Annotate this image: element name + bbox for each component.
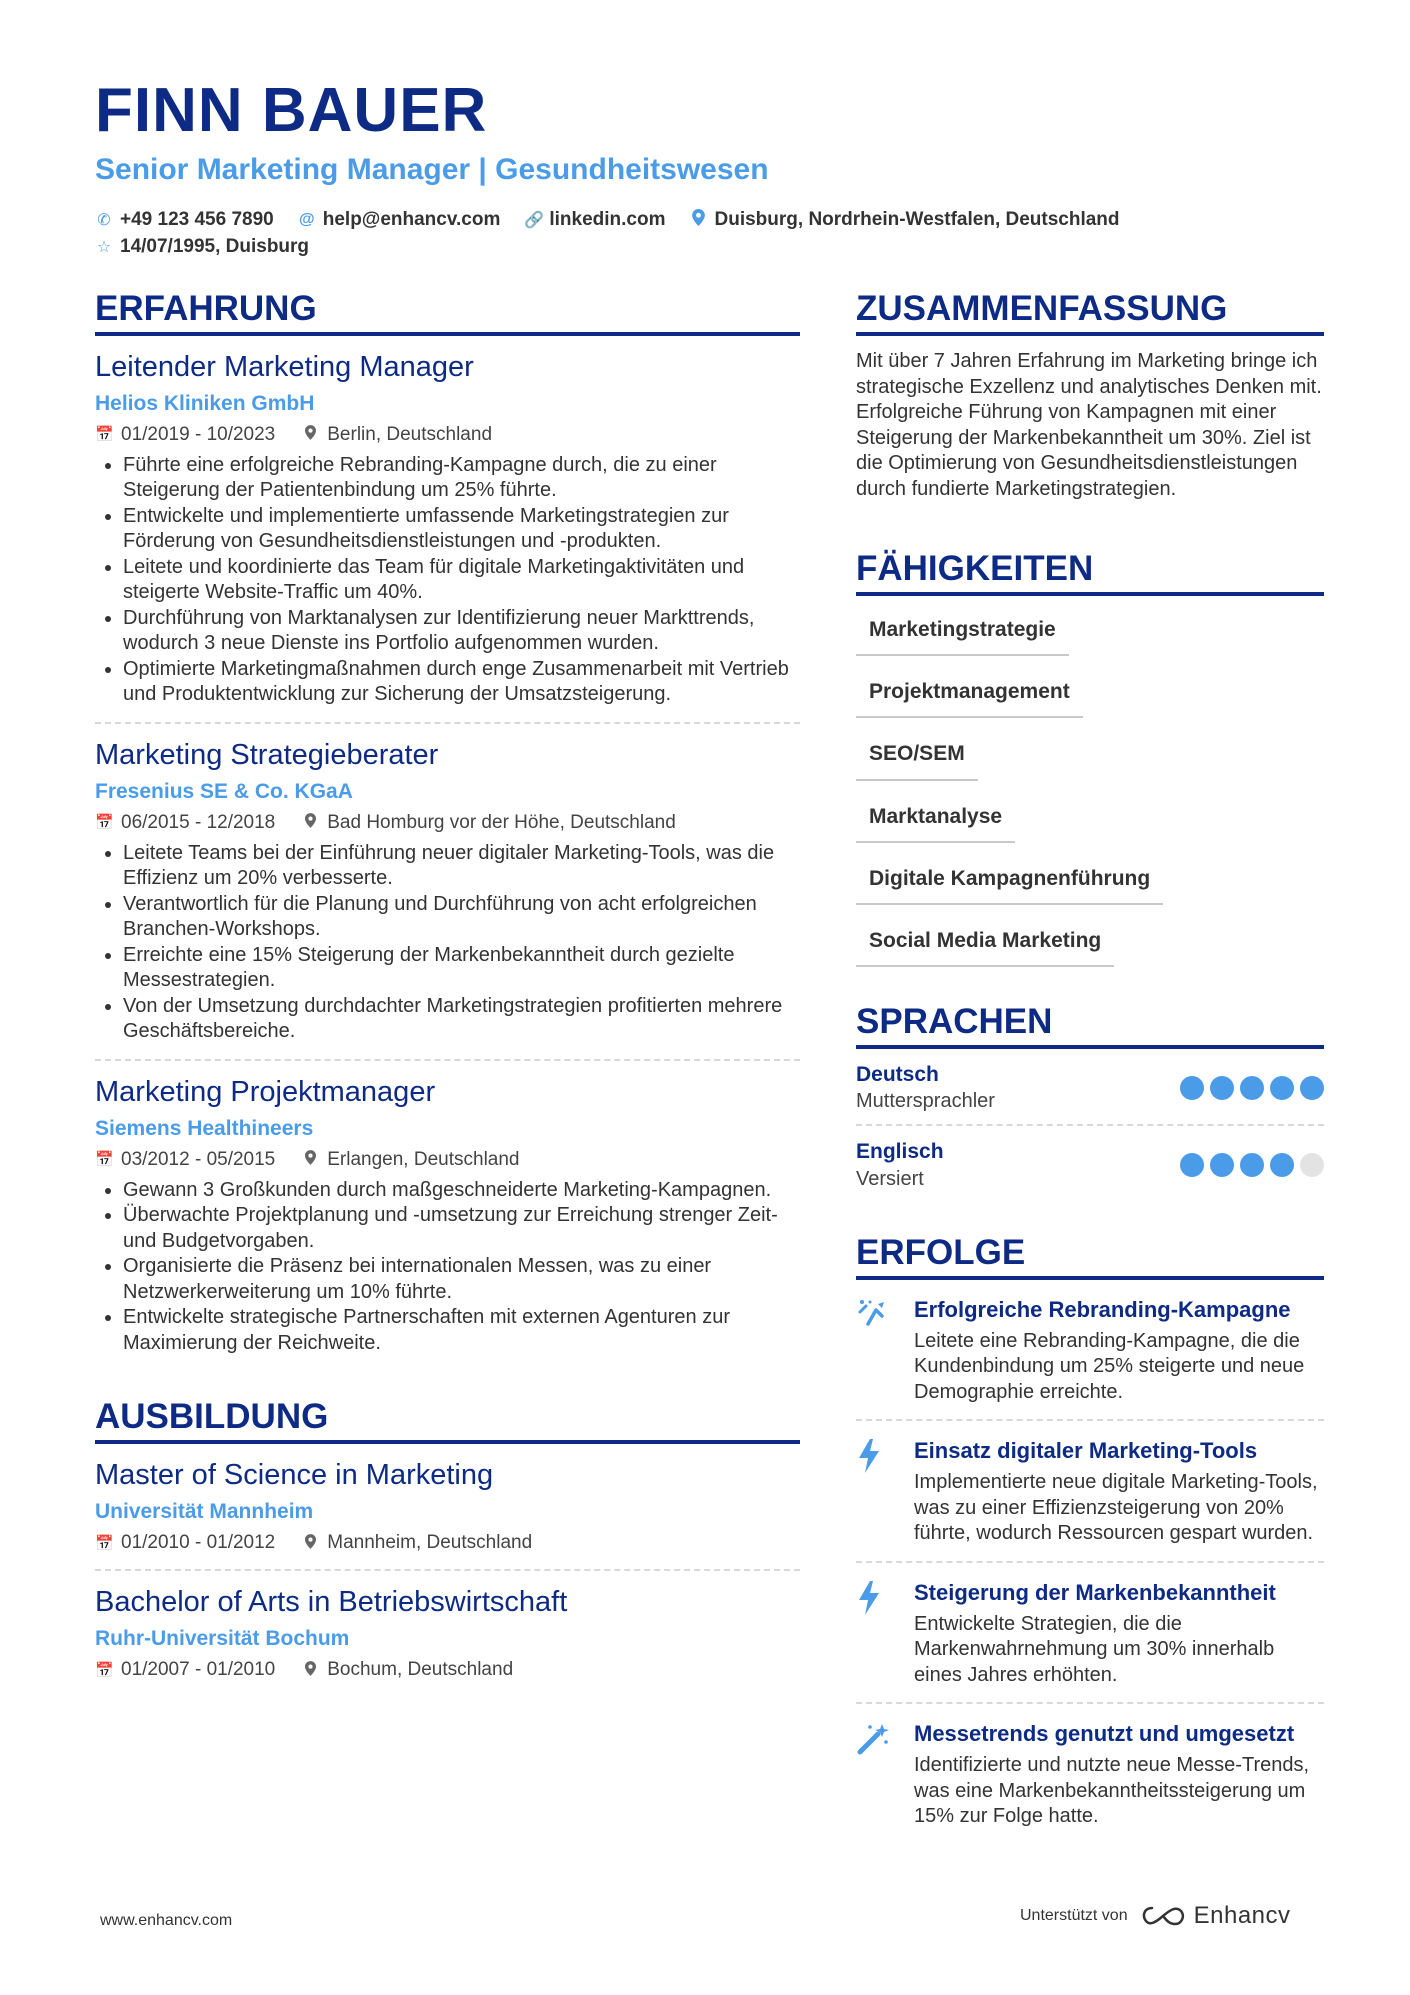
bullet-item: • Führte eine erfolgreiche Rebranding-Kampagne durch, die zu einer Steigerung der Patientenbindung um 25% führte. — [123, 453, 800, 504]
bullet-item: • Organisierte die Präsenz bei internationalen Messen, was zu einer Netzwerkerweiterung um 10% führte. — [123, 1254, 800, 1305]
location-pin-icon — [301, 813, 319, 833]
location-pin-icon — [301, 1150, 319, 1170]
summary-title: ZUSAMMENFASSUNG — [856, 288, 1324, 336]
language-name: Englisch — [856, 1140, 944, 1164]
location-pin-icon — [301, 1661, 319, 1681]
link-icon: 🔗 — [524, 211, 545, 229]
language-item — [856, 1126, 1324, 1201]
education-meta: 📅 01/2010 - 01/2012 Mannheim, Deutschland — [95, 1532, 533, 1554]
experience-title: ERFAHRUNG — [95, 288, 800, 336]
star-icon: ☆ — [96, 238, 112, 256]
job-meta: 📅 01/2019 - 10/2023 Berlin, Deutschland — [95, 424, 493, 446]
rating-dot-filled — [1210, 1153, 1234, 1177]
bullet-item: • Durchführung von Marktanalysen zur Identifizierung neuer Markttrends, wodurch 3 neue Dienste ins Portfolio aufgenommen wurden. — [123, 606, 800, 657]
job-company: Fresenius SE & Co. KGaA — [95, 779, 353, 803]
bullet-item: • Entwickelte und implementierte umfassende Marketingstrategien zur Förderung von Gesundheitsdienstleistungen und -produkten. — [123, 504, 800, 555]
footer-brand[interactable] — [1020, 1902, 1291, 1930]
language-name: Deutsch — [856, 1063, 939, 1087]
at-icon: @ — [298, 210, 315, 228]
calendar-icon: 📅 — [95, 1661, 114, 1679]
skills-title: FÄHIGKEITEN — [856, 548, 1324, 596]
education-title: AUSBILDUNG — [95, 1396, 800, 1444]
contact-email[interactable]: @ help@enhancv.com — [298, 208, 501, 230]
location-pin-icon — [301, 425, 319, 445]
experience-entry — [95, 724, 800, 1061]
enhancv-logo-icon — [1140, 1904, 1186, 1928]
contact-linkedin[interactable]: 🔗 linkedin.com — [524, 208, 666, 230]
location-pin-icon — [301, 1534, 319, 1554]
calendar-icon: 📅 — [95, 1151, 114, 1169]
skill-tag: Marketingstrategie — [856, 608, 1069, 656]
calendar-icon: 📅 — [95, 426, 114, 444]
contact-info — [95, 206, 1355, 260]
achievement-item — [856, 1421, 1324, 1561]
bolt-icon — [856, 1437, 914, 1547]
bullet-item: • Gewann 3 Großkunden durch maßgeschneiderte Marketing-Kampagnen. — [123, 1178, 800, 1204]
brand-name: Enhancv — [1193, 1902, 1291, 1929]
phone-icon: ✆ — [97, 211, 111, 229]
rating-dot-filled — [1180, 1153, 1204, 1177]
rating-dot-filled — [1240, 1076, 1264, 1100]
job-meta: 📅 06/2015 - 12/2018 Bad Homburg vor der Höhe, Deutschland — [95, 811, 676, 833]
job-role: Leitender Marketing Manager — [95, 351, 474, 383]
bullet-item: • Entwickelte strategische Partnerschaften mit externen Agenturen zur Maximierung der Reichweite. — [123, 1305, 800, 1356]
skill-tag: SEO/SEM — [856, 732, 978, 780]
job-meta: 📅 03/2012 - 05/2015 Erlangen, Deutschland — [95, 1148, 520, 1170]
experience-entry — [95, 1061, 800, 1356]
achievement-title: Messetrends genutzt und umgesetzt — [914, 1721, 1295, 1747]
education-meta: 📅 01/2007 - 01/2010 Bochum, Deutschland — [95, 1659, 514, 1681]
achievement-item — [856, 1704, 1324, 1844]
bullet-item: • Verantwortlich für die Planung und Durchführung von acht erfolgreichen Branchen-Workshops. — [123, 892, 800, 943]
achievement-desc: Leitete eine Rebranding-Kampagne, die die Kundenbindung um 25% steigerte und neue Demographie erreichte. — [914, 1329, 1305, 1403]
achievement-title: Steigerung der Markenbekanntheit — [914, 1579, 1276, 1605]
bullet-item: • Erreichte eine 15% Steigerung der Markenbekanntheit durch gezielte Messestrategien. — [123, 943, 800, 994]
left-column — [95, 288, 800, 1682]
candidate-headline: Senior Marketing Manager | Gesundheitswesen — [95, 153, 769, 186]
bullet-item: • Von der Umsetzung durchdachter Marketingstrategien profitierten mehrere Geschäftsbereiche. — [123, 994, 800, 1045]
skill-tag: Marktanalyse — [856, 795, 1015, 843]
achievement-item — [856, 1280, 1324, 1420]
job-bullets — [95, 1178, 800, 1357]
achievement-desc: Entwickelte Strategien, die die Markenwahrnehmung um 30% innerhalb eines Jahres erhöhten. — [914, 1612, 1275, 1686]
footer-website[interactable]: www.enhancv.com — [100, 1912, 233, 1929]
contact-birth: ☆ 14/07/1995, Duisburg — [96, 235, 310, 257]
achievement-title: Erfolgreiche Rebranding-Kampagne — [914, 1296, 1291, 1322]
experience-entry — [95, 336, 800, 724]
job-bullets — [95, 453, 800, 708]
skill-tag: Digitale Kampagnenführung — [856, 857, 1163, 905]
rating-dot-empty — [1300, 1153, 1324, 1177]
job-company: Siemens Healthineers — [95, 1116, 314, 1140]
bullet-item: • Überwachte Projektplanung und -umsetzung zur Erreichung strenger Zeit- und Budgetvorgaben. — [123, 1203, 800, 1254]
achievements-title: ERFOLGE — [856, 1232, 1324, 1280]
languages-title: SPRACHEN — [856, 1001, 1324, 1049]
job-bullets — [95, 841, 800, 1045]
contact-location: Duisburg, Nordrhein-Westfalen, Deutschland — [690, 209, 1120, 231]
education-entry — [95, 1571, 800, 1682]
language-item — [856, 1049, 1324, 1124]
skill-tag: Projektmanagement — [856, 670, 1083, 718]
language-level: Versiert — [856, 1167, 924, 1190]
job-role: Marketing Projektmanager — [95, 1075, 436, 1108]
contact-phone[interactable]: ✆ +49 123 456 7890 — [95, 209, 274, 231]
bullet-item: • Leitete Teams bei der Einführung neuer digitaler Marketing-Tools, was die Effizienz um 20% verbesserte. — [123, 841, 800, 892]
job-role: Marketing Strategieberater — [95, 738, 439, 771]
calendar-icon: 📅 — [95, 814, 114, 832]
job-company: Helios Kliniken GmbH — [95, 391, 315, 415]
bolt-icon — [856, 1579, 914, 1689]
rating-dot-filled — [1270, 1153, 1294, 1177]
language-rating — [1174, 1076, 1324, 1100]
skills-list — [856, 608, 1324, 981]
achievement-item — [856, 1563, 1324, 1703]
skill-tag: Social Media Marketing — [856, 919, 1114, 967]
achievement-desc: Implementierte neue digitale Marketing-Tools, was zu einer Effizienzsteigerung von 20% führte, wodurch Ressourcen gespart wurden. — [914, 1471, 1318, 1545]
school: Universität Mannheim — [95, 1499, 314, 1523]
school: Ruhr-Universität Bochum — [95, 1626, 350, 1650]
degree: Master of Science in Marketing — [95, 1459, 494, 1492]
language-rating — [1174, 1153, 1324, 1177]
candidate-name: FINN BAUER — [95, 76, 488, 145]
rating-dot-filled — [1300, 1076, 1324, 1100]
bullet-item: • Optimierte Marketingmaßnahmen durch enge Zusammenarbeit mit Vertrieb und Produktentwicklung zur Sicherung der Umsatzsteigerung. — [123, 657, 800, 708]
rating-dot-filled — [1270, 1076, 1294, 1100]
achievement-desc: Identifizierte und nutzte neue Messe-Trends, was eine Markenbekanntheitssteigerung um 15% zur Folge hatte. — [914, 1754, 1310, 1828]
education-entry — [95, 1444, 800, 1571]
achievement-title: Einsatz digitaler Marketing-Tools — [914, 1438, 1258, 1464]
powered-by-text: Unterstützt von — [1020, 1907, 1128, 1924]
calendar-icon: 📅 — [95, 1534, 114, 1552]
rating-dot-filled — [1240, 1153, 1264, 1177]
wand-icon — [856, 1720, 914, 1830]
location-pin-icon — [690, 209, 708, 231]
language-level: Muttersprachler — [856, 1090, 995, 1113]
summary-text: Mit über 7 Jahren Erfahrung im Marketing bringe ich strategische Exzellenz und analytisches Denken mit. Erfolgreiche Führung von Kampagnen mit einer Steigerung der Markenbekanntheit um 30%. Ziel ist die Optimierung von Gesundheitsdienstleistungen durch fundierte Marketingstrategien. — [856, 350, 1322, 500]
degree: Bachelor of Arts in Betriebswirtschaft — [95, 1586, 568, 1619]
rating-dot-filled — [1210, 1076, 1234, 1100]
right-column — [856, 288, 1324, 1844]
magic-icon — [856, 1296, 914, 1406]
bullet-item: • Leitete und koordinierte das Team für digitale Marketingaktivitäten und steigerte Website-Traffic um 40%. — [123, 555, 800, 606]
rating-dot-filled — [1180, 1076, 1204, 1100]
